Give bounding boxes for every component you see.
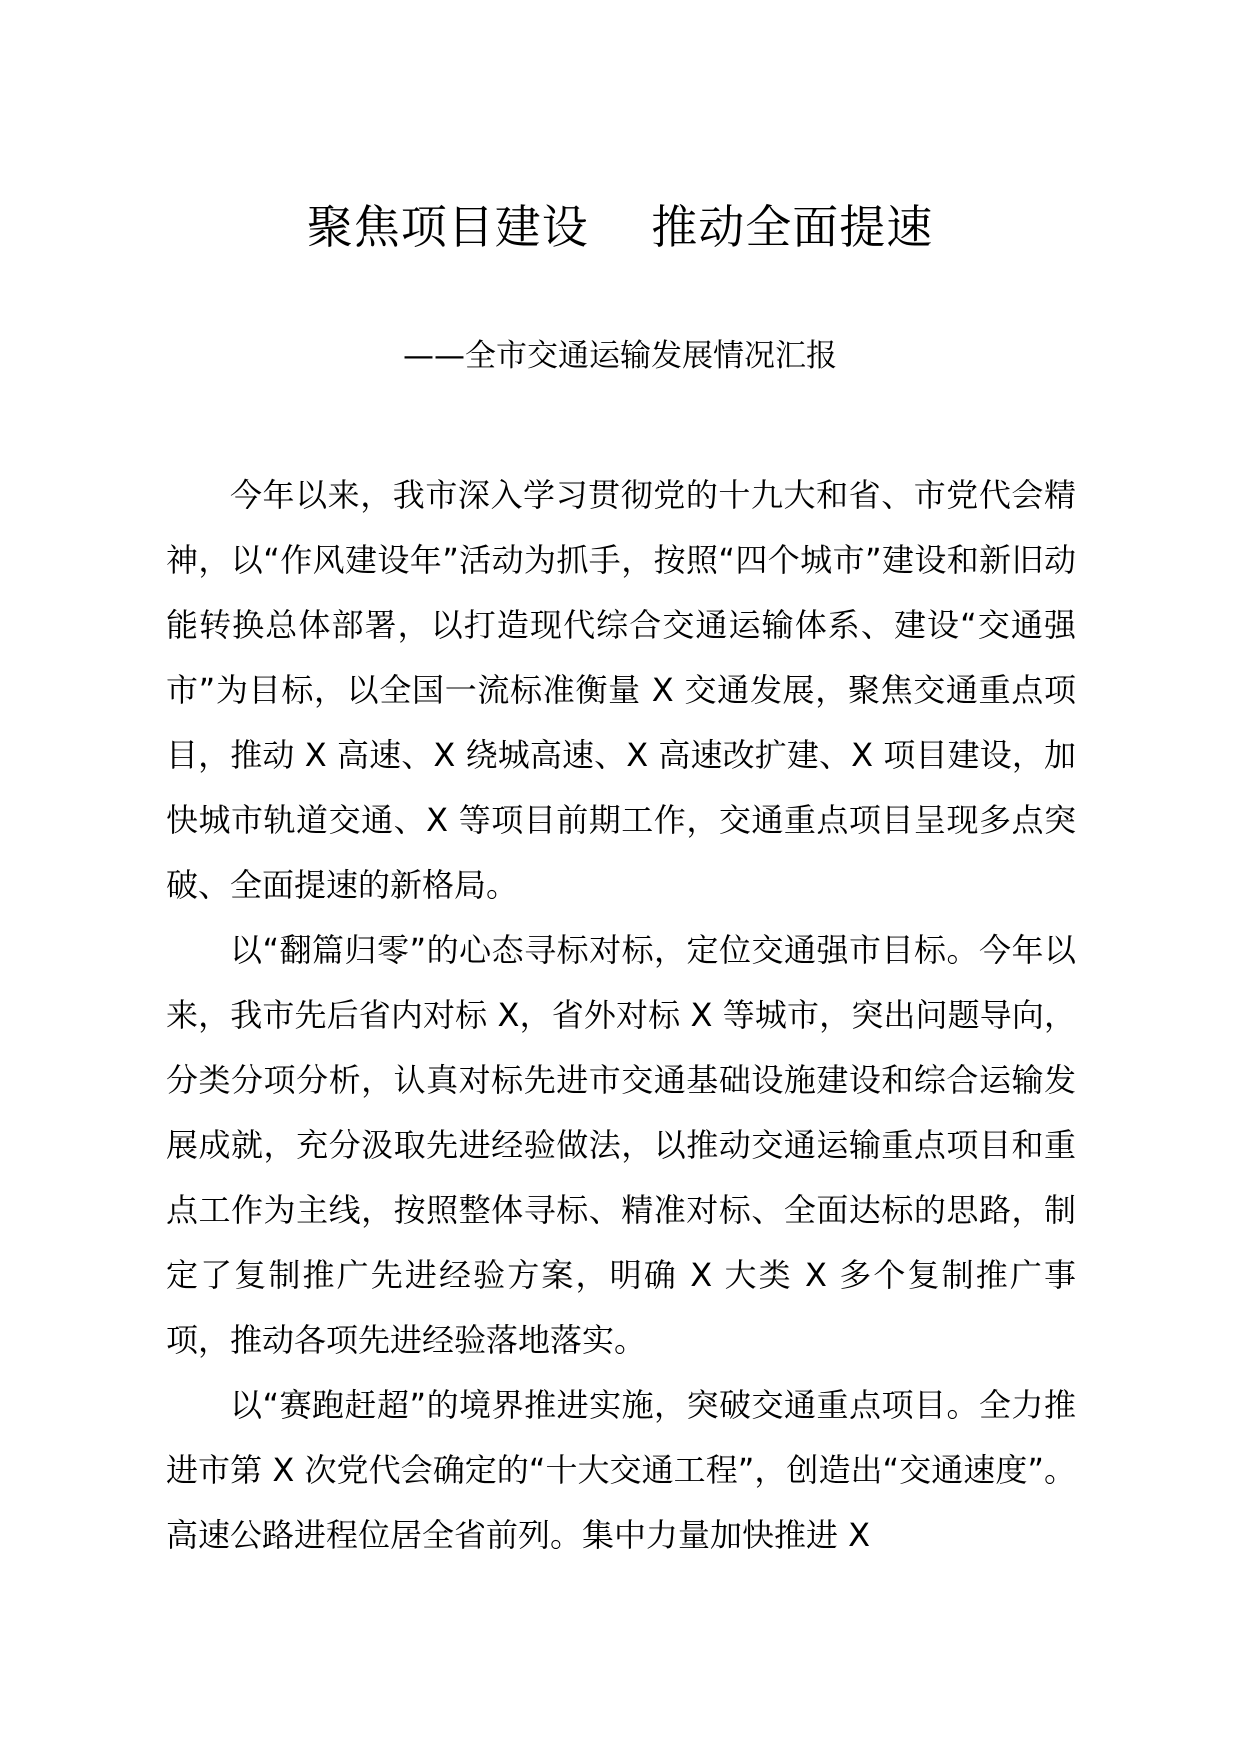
paragraph-1 xyxy=(166,463,1076,918)
document-title: 聚焦项目建设 推动全面提速 xyxy=(306,200,934,254)
paragraph-2 xyxy=(166,918,1076,1373)
paragraph-3 xyxy=(166,1373,1076,1568)
paragraph-2-text: 今年以来，我市先后省内对标 X，省外对标 X 等城市，突出问题导向，分类分项分析，认真对标先进市交通基础设施建设和综合运输发展成就，充分汲取先进经验做法，以推动交通运输重点项目和重点工作为主线，按照整体寻标、精准对标、全面达标的思路，制定了复制推广先进经验方案，明确 X 大类 X 多个复制推广事项，推动各项先进经验落地落实。 xyxy=(166,931,1076,1359)
paragraph-2-lead: 以“翻篇归零”的心态寻标对标，定位交通强市目标。 xyxy=(230,931,979,969)
document-body xyxy=(166,463,1076,1568)
paragraph-3-lead: 以“赛跑赶超”的境界推进实施，突破交通重点项目。 xyxy=(230,1386,979,1424)
paragraph-1-text: 今年以来，我市深入学习贯彻党的十九大和省、市党代会精神，以“作风建设年”活动为抓手，按照“四个城市”建设和新旧动能转换总体部署，以打造现代综合交通运输体系、建设“交通强市”为目标，以全国一流标准衡量 X 交通发展，聚焦交通重点项目，推动 X 高速、X 绕城高速、X 高速改扩建、X 项目建设，加快城市轨道交通、X 等项目前期工作，交通重点项目呈现多点突破、全面提速的新格局。 xyxy=(166,476,1076,904)
document-subtitle: ——全市交通运输发展情况汇报 xyxy=(403,338,837,374)
paragraph-3-text: 全力推进市第 X 次党代会确定的“十大交通工程”，创造出“交通速度”。高速公路进程位居全省前列。集中力量加快推进 X xyxy=(166,1386,1076,1554)
